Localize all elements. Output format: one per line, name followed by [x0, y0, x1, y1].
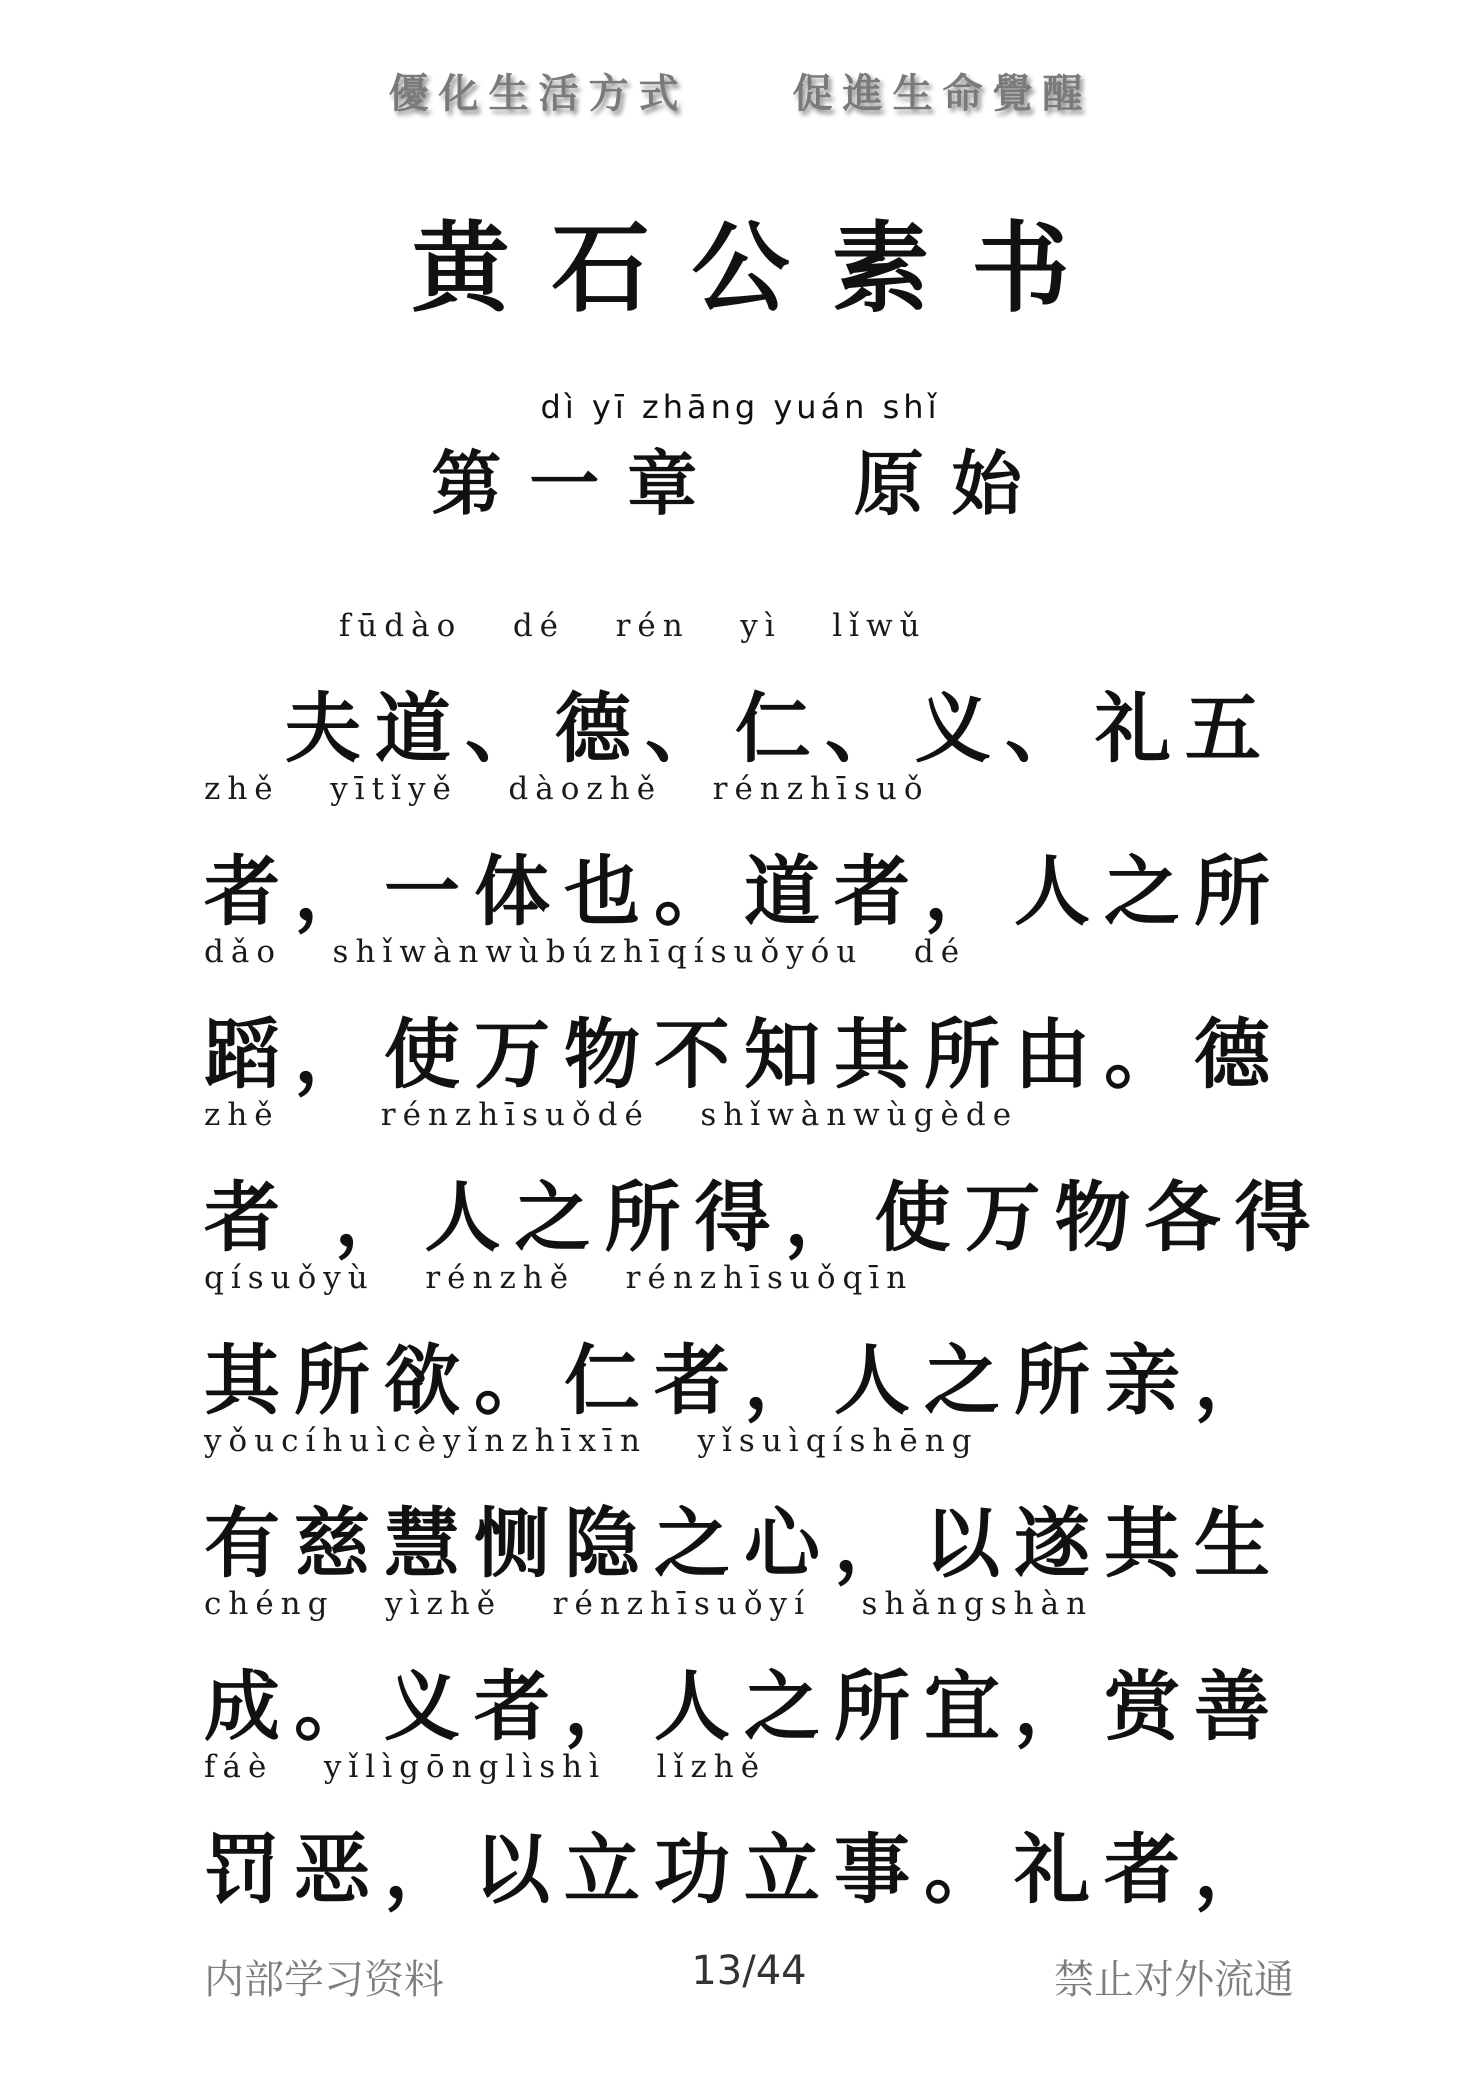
- pinyin-line: zhě yītǐyě dàozhě rénzhīsuǒ: [204, 771, 930, 807]
- hanzi-line: 者，一体也。道者，人之所: [204, 847, 1284, 936]
- slogan-right: 促進生命覺醒: [792, 71, 1093, 117]
- chapter-pinyin: dì yī zhāng yuán shǐ: [540, 388, 941, 426]
- chapter-label: 第一章: [431, 442, 726, 525]
- text-line: [204, 608, 1294, 771]
- hanzi-line: 罚恶，以立功立事。礼者，: [204, 1825, 1284, 1914]
- slogan: [0, 62, 1481, 119]
- hanzi-line: 有慈慧恻隐之心，以遂其生: [204, 1499, 1284, 1588]
- hanzi-line: 成。义者，人之所宜，赏善: [204, 1662, 1284, 1751]
- hanzi-line: 蹈，使万物不知其所由。德: [204, 1010, 1284, 1099]
- text-line: [204, 1423, 1294, 1586]
- text-line: [204, 1749, 1294, 1912]
- chapter-name: 原始: [853, 442, 1050, 525]
- text-line: [204, 771, 1294, 934]
- text-line: [204, 1097, 1325, 1262]
- pinyin-line: zhě rénzhīsuǒdé shǐwànwùgède: [204, 1097, 1019, 1133]
- text-line: [204, 1586, 1294, 1749]
- hanzi-line: 其所欲。仁者，人之所亲，: [204, 1336, 1284, 1425]
- text-line: [204, 934, 1294, 1097]
- page-title: 黄石公素书: [411, 211, 1112, 326]
- pinyin-line: yǒucíhuìcèyǐnzhīxīn yǐsuìqíshēng: [204, 1423, 979, 1459]
- pinyin-line: qísuǒyù rénzhě rénzhīsuǒqīn: [204, 1260, 914, 1296]
- page-footer: [204, 1948, 1294, 2003]
- pinyin-line: dǎo shǐwànwùbúzhīqísuǒyóu dé: [204, 934, 967, 970]
- footer-left-note: 内部学习资料: [204, 1957, 444, 2003]
- text-body: [204, 608, 1325, 1914]
- pinyin-line: chéng yìzhě rénzhīsuǒyí shǎngshàn: [204, 1586, 1094, 1622]
- hanzi-line: 夫道、德、仁、义、礼五: [204, 684, 1275, 773]
- text-line: [204, 1260, 1294, 1423]
- page-number: 13/44: [691, 1948, 807, 1994]
- pinyin-line: fūdào dé rén yì lǐwǔ: [204, 608, 927, 644]
- pinyin-line: fáè yǐlìgōnglìshì lǐzhě: [204, 1749, 767, 1785]
- footer-right-note: 禁止对外流通: [1054, 1957, 1294, 2003]
- slogan-left: 優化生活方式: [388, 71, 689, 117]
- chapter-title: [0, 428, 1481, 529]
- hanzi-line: 者 ，人之所得，使万物各得: [204, 1173, 1325, 1262]
